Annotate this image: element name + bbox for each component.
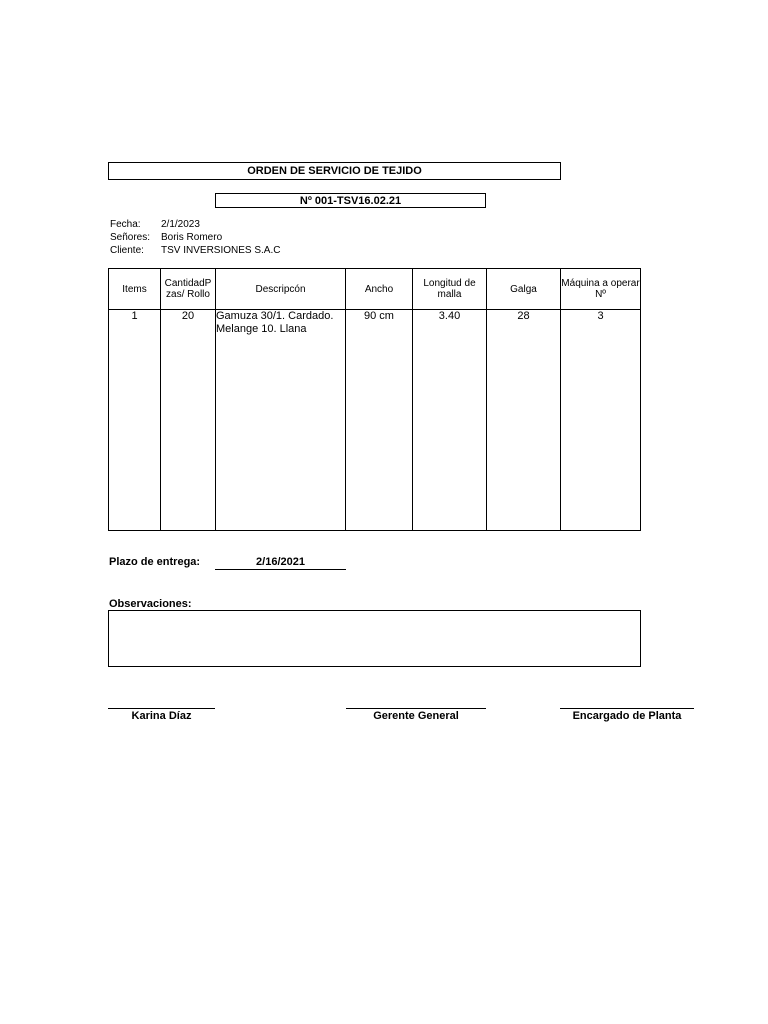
cell-item: 1 [131,310,138,322]
document-title: ORDEN DE SERVICIO DE TEJIDO [108,162,561,180]
signature-line-3 [560,708,694,709]
fecha-value: 2/1/2023 [161,219,200,230]
senores-value: Boris Romero [161,232,223,243]
signature-encargado: Encargado de Planta [572,710,682,722]
observaciones-label: Observaciones: [109,598,192,610]
observaciones-box [108,610,641,667]
header-longitud: Longitud de malla [423,278,476,300]
cell-longitud: 3.40 [438,310,461,322]
signature-line-1 [108,708,215,709]
signature-karina: Karina Díaz [131,710,192,722]
order-number: Nº 001-TSV16.02.21 [215,193,486,208]
signature-line-2 [346,708,486,709]
header-ancho: Ancho [364,283,394,295]
senores-label: Señores: [110,232,151,243]
cell-cantidad: 20 [181,310,195,322]
header-items: Items [122,283,147,295]
cell-maquina: 3 [597,310,604,322]
fecha-label: Fecha: [110,219,141,230]
cell-ancho: 90 cm [364,310,394,322]
cell-descripcion: Gamuza 30/1. Cardado. Melange 10. Llana [216,310,334,335]
signature-gerente: Gerente General [373,710,459,722]
cliente-label: Cliente: [110,245,144,256]
service-table [108,268,641,531]
header-galga: Galga [510,283,537,295]
header-maquina: Máquina a operar Nº [561,278,640,300]
plazo-value: 2/16/2021 [215,556,346,570]
header-descripcion: Descripcón [255,283,306,295]
cell-galga: 28 [517,310,530,322]
plazo-label: Plazo de entrega: [109,556,201,568]
header-cantidad: CantidadP zas/ Rollo [164,278,212,300]
cliente-value: TSV INVERSIONES S.A.C [161,245,281,256]
